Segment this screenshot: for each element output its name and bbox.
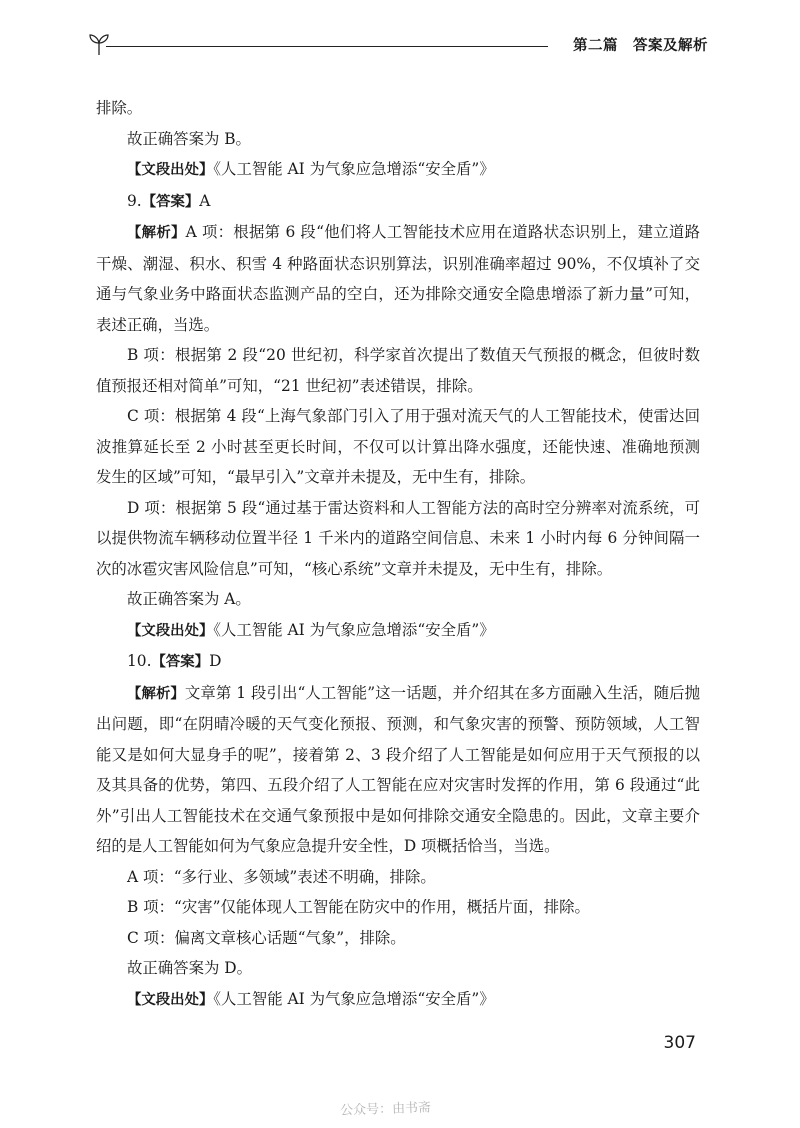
- tagged-paragraph: [96, 217, 700, 340]
- paragraph-text: A: [199, 191, 211, 210]
- page-number: 307: [663, 1033, 696, 1053]
- paragraph-text: C 项：偏离文章核心话题“气象”，排除。: [127, 928, 406, 947]
- paragraph: [96, 401, 700, 493]
- paragraph: [96, 493, 700, 585]
- question-number: 10.: [127, 652, 152, 670]
- paragraph: [96, 340, 700, 401]
- paragraph-text: D: [209, 652, 222, 670]
- paragraph-text: A 项：根据第 6 段“他们将人工智能技术应用在道路状态识别上，建立道路干燥、潮湿、积水、积雪 4 种路面状态识别算法，识别准确率超过 90%，不仅填补了交通与气象业务中路面状态监测产品的空白，还为排除交通安全隐患增添了新力量”可知，表述正确，当选。: [96, 223, 700, 334]
- paragraph-text: 《人工智能 AI 为气象应急增添“安全盾”》: [213, 620, 495, 639]
- paragraph: [96, 584, 700, 615]
- tagged-paragraph: [96, 186, 700, 218]
- paragraph: [96, 923, 700, 954]
- paragraph-text: 《人工智能 AI 为气象应急增添“安全盾”》: [213, 989, 495, 1008]
- paragraph-text: C 项：根据第 4 段“上海气象部门引入了用于强对流天气的人工智能技术，使雷达回波推算延长至 2 小时甚至更长时间，不仅可以计算出降水强度，还能快速、准确地预测发生的区域”可知，“最早引入”文章并未提及，无中生有，排除。: [96, 407, 700, 486]
- watermark: 公众号：由书斋: [339, 1100, 432, 1119]
- bracket-tag: 【文段出处】: [127, 622, 214, 639]
- paragraph-text: B 项：根据第 2 段“20 世纪初，科学家首次提出了数值天气预报的概念，但彼时数值预报还相对简单”可知，“21 世纪初”表述错误，排除。: [96, 346, 700, 395]
- paragraph-text: 故正确答案为 B。: [127, 129, 251, 148]
- sprout-icon: [88, 32, 110, 56]
- paragraph-text: 故正确答案为 A。: [127, 590, 251, 608]
- bracket-tag: 【解析】: [127, 225, 186, 241]
- paragraph: [96, 953, 700, 984]
- paragraph: [96, 124, 700, 155]
- tagged-paragraph: [96, 615, 700, 647]
- tagged-paragraph: [96, 984, 700, 1016]
- paragraph-text: D 项：根据第 5 段“通过基于雷达资料和人工智能方法的高时空分辨率对流系统，可以提供物流车辆移动位置半径 1 千米内的道路空间信息、未来 1 小时内每 6 分钟间隔一次的冰雹灾害风险信息”可知，“核心系统”文章并未提及，无中生有，排除。: [96, 498, 700, 578]
- tagged-paragraph: [96, 154, 700, 186]
- paragraph: [96, 892, 700, 923]
- answer-explanation-body: [96, 93, 700, 1015]
- tagged-paragraph: [96, 646, 700, 678]
- header-rule: [106, 46, 548, 47]
- tagged-paragraph: [96, 678, 700, 862]
- paragraph-text: B 项：“灾害”仅能体现人工智能在防灾中的作用，概括片面，排除。: [127, 898, 590, 916]
- paragraph-text: 故正确答案为 D。: [127, 959, 252, 977]
- bracket-tag: 【文段出处】: [127, 991, 214, 1008]
- bracket-tag: 【文段出处】: [127, 162, 214, 178]
- paragraph-text: 文章第 1 段引出“人工智能”这一话题，并介绍其在多方面融入生活，随后抛出问题，即“在阴晴冷暖的天气变化预报、预测，和气象灾害的预警、预防领域，人工智能又是如何大显身手的呢”，接着第 2、3 段介绍了人工智能是如何应用于天气预报的以及其具备的优势，第四、五段介绍了人工智能在应对灾害时发挥的作用，第 6 段通过“此外”引出人工智能技术在交通气象预报中是如何排除交通安全隐患的。因此，文章主要介绍的是人工智能如何为气象应急提升安全性，D 项概括恰当，当选。: [96, 683, 700, 855]
- bracket-tag: 【答案】: [151, 654, 210, 670]
- paragraph-text: 《人工智能 AI 为气象应急增添“安全盾”》: [213, 160, 495, 178]
- section-title: 第二篇 答案及解析: [573, 38, 708, 54]
- paragraph-text: 排除。: [96, 99, 143, 117]
- bracket-tag: 【答案】: [141, 193, 200, 210]
- paragraph-text: A 项：“多行业、多领域”表述不明确，排除。: [127, 867, 436, 886]
- page-header: [88, 32, 708, 62]
- paragraph: [96, 862, 700, 893]
- paragraph: [96, 93, 700, 124]
- bracket-tag: 【解析】: [127, 685, 185, 702]
- question-number: 9.: [127, 191, 142, 210]
